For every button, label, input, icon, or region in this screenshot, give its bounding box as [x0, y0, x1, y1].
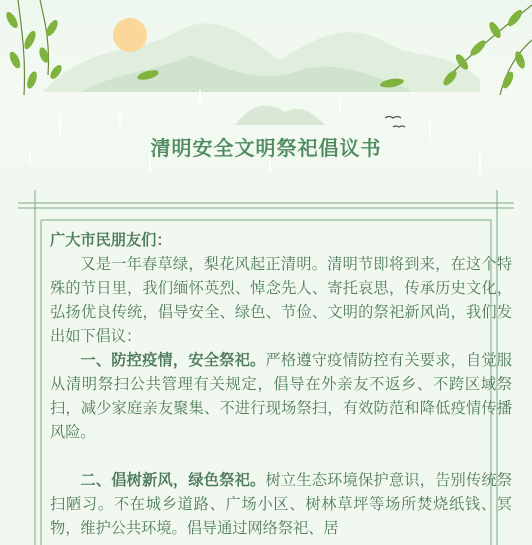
- proposal-body: [50, 228, 512, 540]
- bird-icon: [385, 117, 401, 119]
- greeting: 广大市民朋友们：: [50, 231, 172, 249]
- item-heading: 一、防控疫情，安全祭祀。: [80, 351, 266, 369]
- list-item: [50, 348, 512, 444]
- item-heading: 二、倡树新风，绿色祭祀。: [80, 471, 266, 489]
- item-body: 树立生态环境保护意识，告别传统祭扫陋习。不在城乡道路、广场小区、树林草坪等场所焚烧纸钱、冥物，维护公共环境。倡导通过网络祭祀、居: [50, 471, 513, 537]
- sun-icon: [113, 18, 147, 52]
- item-body: 严格遵守疫情防控有关要求，自觉服从清明祭扫公共管理有关规定，倡导在外亲友不返乡、不跨区域祭扫，减少家庭亲友聚集、不进行现场祭扫，有效防范和降低疫情传播风险。: [50, 351, 513, 441]
- page-title: 清明安全文明祭祀倡议书: [150, 136, 382, 160]
- bird-icon: [393, 126, 405, 127]
- list-item: [50, 468, 512, 540]
- intro-paragraph: 又是一年春草绿，梨花风起正清明。清明节即将到来，在这个特殊的节日里，我们缅怀英烈、悼念先人、寄托哀思，传承历史文化，弘扬优良传统，倡导安全、绿色、节俭、文明的祭祀新风尚，我们发出如下倡议：: [50, 255, 512, 345]
- spring-scenery-illustration: [0, 0, 532, 190]
- header-banner: [0, 0, 532, 190]
